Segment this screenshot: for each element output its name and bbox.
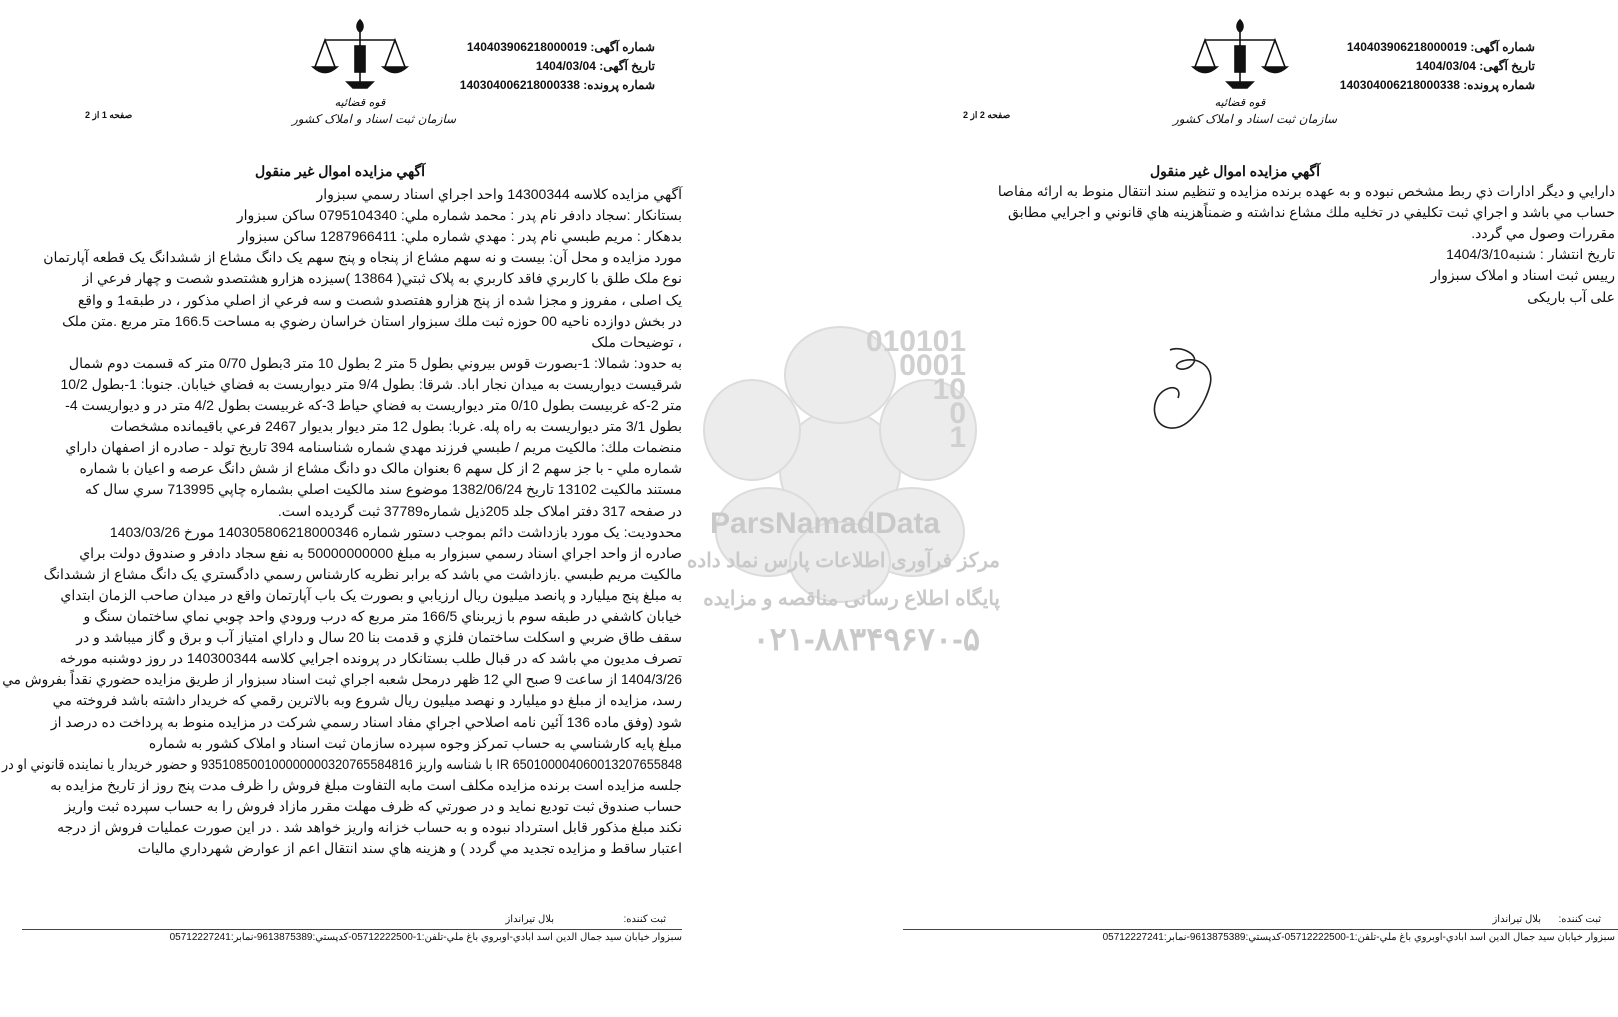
body-line: مستند مالكيت 13102 تاريخ 1382/06/24 موضوع سند مالكيت اصلي بشماره چاپي 713995 سري سال كه: [85, 481, 682, 498]
body-line: نكند مبلغ مذكور قابل استرداد نبوده و به حساب خزانه واريز خواهد شد . در اين صورت عمليات فروش از درجه: [57, 819, 682, 835]
emblem-caption: قوه قضائیه: [1214, 96, 1266, 109]
watermark-binary-line: 1: [949, 421, 966, 454]
watermark-line1: مرکز فرآوری اطلاعات پارس نماد داده: [686, 550, 1000, 572]
body-line: علی آب باريكی: [1527, 288, 1615, 305]
body-line: ، توضيحات ملک: [591, 333, 682, 350]
signature: [1140, 340, 1240, 440]
body-line: تصرف مديون مي باشد كه در قبال طلب بستانكار در پرونده اجرايي كلاسه 140300344 در روز دوشنبه مورخه: [59, 650, 682, 667]
ad-meta: [455, 38, 655, 95]
body-line: صادره از واحد اجراي اسناد رسمي سبزوار به مبلغ 50000000000 به نفع سجاد دادفر و صندوق دولت براي: [79, 544, 682, 561]
body-line: 1404/3/26 از ساعت 9 صبح الي 12 ظهر درمحل شعبه اجراي ثبت اسناد سبزوار از طريق مزايده حضوري نقداً بفروش مي: [2, 671, 682, 688]
watermark-phone: ۰۲۱-۸۸۳۴۹۶۷۰-۵: [752, 621, 980, 657]
body-line: رييس ثبت اسناد و املاک سبزوار: [1430, 267, 1615, 284]
body-line: جلسه مزايده است برنده مزايده مكلف است مابه التفاوت مبلغ فروش را ظرف مدت پنج روز از تاريخ مزايده به: [50, 776, 682, 793]
registered-by-name: بلال تيرانداز: [505, 914, 554, 925]
body-line: متر 2-كه غربيست بطول 0/10 متر ديواريست به فضاي حياط 3-كه غربيست بطول 4/2 متر در و ديواريست 4-: [65, 397, 682, 413]
body-line: منضمات ملك: مالكيت مريم / طبسي فرزند مهدي شماره شناسنامه 394 تاريخ تولد - صادره از اصفهان داراي: [65, 439, 682, 456]
watermark-brand: ParsNamadData: [710, 507, 941, 540]
body-line: به حدود: شمالا: 1-بصورت قوس بيروني بطول 5 متر 2 بطول 10 متر 3بطول 0/70 متر که قسمت دوم شمال: [68, 354, 682, 371]
ad-number: شماره آگهی: 140403906218000019: [1346, 40, 1535, 54]
body-line: آگهي مزايده كلاسه 14300344 واحد اجراي اسناد رسمي سبزوار: [316, 186, 682, 202]
footer-address: سبزوار خيابان سيد جمال الدين اسد ابادي-اوبروي باغ ملي-تلفن:1-05712222500-كدپستي:9613875389-نمابر:05712227241: [169, 932, 682, 943]
ad-meta: [1335, 38, 1535, 95]
body-line: IR 650100004060013207655848 با شناسه واريز 935108500100000000320765584816 و حضور خريدار يا نماينده قانوني او در: [1, 755, 682, 772]
body-line: شود (وفق ماده 136 آئين نامه اصلاحي اجراي مفاد اسناد رسمي شرکت در مزايده منوط به پرداخت ده درصد از: [50, 713, 682, 730]
body-line: حساب صندوق ثبت توديع نمايد و در صورتي كه ظرف مهلت مقرر مازاد فروش را به حساب سپرده ثبت واريز: [64, 797, 682, 814]
body-line: بطول 3/1 متر ديواريست به راه پله. غربا: بطول 12 متر ديوار بديوار 2467 فرعي باقيمانده مشخصات: [110, 418, 682, 435]
body-line: شماره ملي - با جز سهم 2 از كل سهم 6 بعنوان مالک دو دانگ مشاع از شش دانگ عرصه و اعيان با شماره: [79, 460, 682, 477]
body-line: يک اصلی ، مفروز و مجزا شده از پنج هزارو هفتصدو شصت و سه فرعي از اصلي مذکور ، در طبقه1 و واقع: [77, 291, 682, 308]
org-name: سازمان ثبت اسناد و املاک کشور: [292, 112, 457, 126]
body-line: محدوديت: يک مورد بازداشت دائم بموجب دستور شماره 140305806218000346 مورخ 1403/03/26: [109, 523, 682, 540]
body-line: سقف طاق ضربي و اسكلت ساختمان فلزي و قدمت بنا 20 سال و داراي امتياز آب و برق و گاز ميباشد و در: [76, 629, 682, 646]
registered-by-label: ثبت کننده:: [1558, 914, 1601, 925]
body-line: مقررات وصول مي گردد.: [1471, 225, 1615, 242]
watermark-binary: [786, 325, 966, 454]
body-line: مورد مزايده و محل آن: بيست و نه سهم مشاع از پنجاه و پنج سهم يک دانگ مشاع از ششدانگ يک قطعه آپارتمان: [43, 249, 682, 266]
file-number: شماره پرونده: 140304006218000338: [1339, 78, 1535, 92]
footer-divider: [903, 929, 1618, 930]
watermark-line2: پایگاه اطلاع رسانی مناقصه و مزایده: [703, 588, 1000, 610]
ad-title: آگهي مزايده اموال غير منقول: [254, 163, 426, 179]
ad-date: تاریخ آگهی: 1404/03/04: [535, 59, 655, 73]
footer-divider: [22, 929, 682, 930]
body-line: در صفحه 317 دفتر املاک جلد 205ذيل شماره37789 ثبت گرديده است.: [277, 502, 682, 519]
ad-title: آگهي مزايده اموال غير منقول: [1149, 163, 1321, 179]
body-line: بدهكار : مريم طبسي نام پدر : مهدي شماره ملي: 1287966411 ساكن سبزوار: [237, 228, 682, 245]
judiciary-emblem: [305, 12, 415, 117]
body-line: رسد، مزايده از مبلغ دو ميليارد و نهصد ميليون ريال شروع وبه بالاترين رقمي كه خريدار داشته باشد فروخته مي: [52, 692, 682, 709]
emblem-caption: قوه قضائیه: [334, 96, 386, 109]
body-line: مبلغ پايه كارشناسي به حساب تمركز وجوه سپرده سازمان ثبت اسناد و املاک كشور به شماره: [148, 734, 682, 751]
body-line: در بخش دوازده ناحيه 00 حوزه ثبت ملك سبزوار استان خراسان رضوي به مساحت 166.5 متر مربع .متن ملک: [62, 312, 682, 329]
page-number: صفحه 2 از 2: [963, 110, 1011, 120]
ad-page-2: [915, 0, 1615, 1017]
body-line: به مبلغ پنج ميليارد و پانصد ميليون ريال ارزيابي و بصورت يک باب آپارتمان واقع در ميدان صاحب الزمان ابتداي: [60, 586, 682, 603]
body-line: اعتبار ساقط و مزايده تجديد مي گردد ) و هزينه هاي سند انتقال اعم از عوارض شهرداري ماليات: [137, 840, 682, 857]
watermark-binary-line: 10: [932, 373, 966, 406]
ad-page-1: [0, 0, 700, 1017]
body-line: خيابان كاشفي در طبقه سوم با زيربناي 166/5 متر مربع كه درب ورودي واحد چوبي نماي ساختمان سنگ و: [83, 608, 682, 624]
ad-date: تاریخ آگهی: 1404/03/04: [1415, 59, 1535, 73]
judiciary-emblem: [1185, 12, 1295, 117]
watermark-binary-line: 0: [949, 397, 966, 430]
page-number: صفحه 1 از 2: [85, 110, 133, 120]
watermark: [686, 300, 1000, 720]
watermark-binary-line: 010101: [865, 325, 966, 358]
body-line: نوع ملک طلق با كاربري فاقد كاربري به پلاک ثبتي( 13864 )سيزده هزارو هشتصدو شصت و چهار فرعي از: [82, 270, 682, 287]
body-line: تاريخ انتشار : شنبه1404/3/10: [1446, 246, 1615, 263]
registered-by-label: ثبت کننده:: [623, 914, 666, 925]
registered-by-name: بلال تيرانداز: [1492, 914, 1541, 925]
body-line: دارايي و ديگر ادارات ذي ربط مشخص نبوده و به عهده برنده مزايده و تنظيم سند انتقال منوط به ارائه مفاصا: [997, 183, 1615, 199]
watermark-binary-line: 0001: [899, 349, 966, 382]
file-number: شماره پرونده: 140304006218000338: [459, 78, 655, 92]
ad-number: شماره آگهی: 140403906218000019: [466, 40, 655, 54]
org-name: سازمان ثبت اسناد و املاک کشور: [1173, 112, 1338, 126]
footer-address: سبزوار خيابان سيد جمال الدين اسد ابادي-اوبروي باغ ملي-تلفن:1-05712222500-كدپستي:9613875389-نمابر:05712227241: [1102, 932, 1615, 943]
body-line: شرقيست ديواريست به ميدان نجار اباد. شرقا: بطول 9/4 متر ديواريست به فضاي خيابان. جنوبا: 1-بطول 10/2: [60, 375, 682, 392]
body-line: مالكيت مريم طبسي .بازداشت مي باشد كه برابر نظريه كارشناس رسمي دادگستري يک دانگ مشاع از ششدانگ: [43, 565, 682, 582]
body-line: بستانكار :سجاد دادفر نام پدر : محمد شماره ملي: 0795104340 ساكن سبزوار: [236, 207, 682, 224]
body-line: حساب مي باشد و اجراي ثبت تكليفي در تخليه ملك مشاع نداشته و ضمناًهزينه هاي قانوني و اجرايي مطابق: [1008, 204, 1615, 221]
